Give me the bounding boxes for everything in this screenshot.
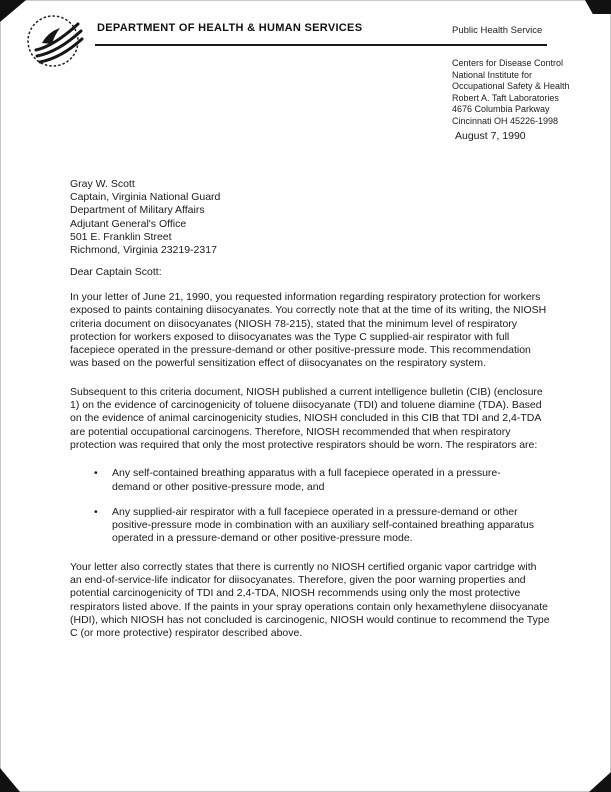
recipient-line: 501 E. Franklin Street [70, 230, 172, 243]
agency-line: Cincinnati OH 45226-1998 [452, 115, 559, 126]
salutation: Dear Captain Scott: [70, 266, 162, 278]
list-item-text: Any supplied-air respirator with a full facepiece operated in a pressure-demand or other positive-pressure mode in combination with an auxiliary self-contained breathing apparatus operated in a pressure-demand or other positive-pressure mode. [112, 505, 534, 545]
agency-line: Robert A. Taft Laboratories [452, 92, 559, 103]
recipient-line: Richmond, Virginia 23219-2317 [70, 244, 217, 257]
recipient-address-block [70, 178, 220, 257]
agency-line: Centers for Disease Control [452, 58, 564, 68]
paragraph-1: In your letter of June 21, 1990, you requested information regarding respiratory protection for workers exposed to paints containing diisocyanates. You correctly note that at the time of its writing, the NIOSH criteria document on diisocyanates (NIOSH 78-215), stated that the minimum level of respiratory protection for workers exposed to diisocyanates was the Type C supplied-air respirator with full facepiece operated in the pressure-demand or other positive-pressure mode. This recommendation was based on the powerful sensitization effect of diisocyanates on the respiratory system. [70, 291, 547, 370]
paragraph-3: Your letter also correctly states that there is currently no NIOSH certified organic vapor cartridge with an end-of-service-life indicator for diisocyanates. Therefore, given the poor warning properties and potential carcinogenicity of TDI and 2,4-TDA, NIOSH recommends using only the most protective respirators listed above. If the paints in your spray operations contain only hexamethylene diisocyanate (HDI), which NIOSH has not concluded is carcinogenic, NIOSH would continue to recommend the Type C (or more protective) respirator described above. [70, 560, 550, 640]
agency-line: Occupational Safety & Health [452, 81, 570, 92]
recipient-line: Captain, Virginia National Guard [70, 191, 221, 204]
letterhead-rule [95, 44, 547, 46]
letter-body [70, 291, 551, 656]
scan-artifact-top-right [585, 0, 611, 14]
hhs-logo [26, 12, 86, 70]
recipient-line: Department of Military Affairs [70, 204, 205, 217]
department-title: DEPARTMENT OF HEALTH & HUMAN SERVICES [97, 22, 363, 34]
respirator-list [70, 467, 551, 545]
paragraph-2: Subsequent to this criteria document, NIOSH published a current intelligence bulletin (CIB) (enclosure 1) on the evidence of carcinogenicity of toluene diisocyanate (TDI) and toluene diamine (TDA). Based on the evidence of animal carcinogenicity studies, NIOSH concluded in this CIB that TDI and 2,4-TDA are potential occupational carcinogens. Therefore, NIOSH recommended that when respiratory protection was required that only the most protective respirators should be worn. The respirators are: [70, 385, 543, 451]
recipient-line: Gray W. Scott [70, 178, 135, 190]
list-item-text: Any self-contained breathing apparatus with a full facepiece operated in a pressure-demand or other positive-pressure mode, and [112, 467, 501, 493]
public-health-service-label: Public Health Service [452, 25, 543, 36]
scan-artifact-bottom-right [589, 772, 611, 792]
scan-artifact-bottom-left [0, 768, 20, 792]
list-item [70, 467, 551, 494]
agency-line: 4676 Columbia Parkway [452, 104, 550, 115]
scan-artifact-top-left [0, 0, 26, 22]
agency-address-block [452, 58, 570, 128]
agency-line: National Institute for [452, 69, 533, 80]
list-item [70, 506, 551, 546]
bullet-icon: • [94, 505, 98, 518]
recipient-line: Adjutant General's Office [70, 217, 187, 230]
letter-date: August 7, 1990 [455, 130, 526, 142]
bullet-icon: • [94, 467, 98, 480]
